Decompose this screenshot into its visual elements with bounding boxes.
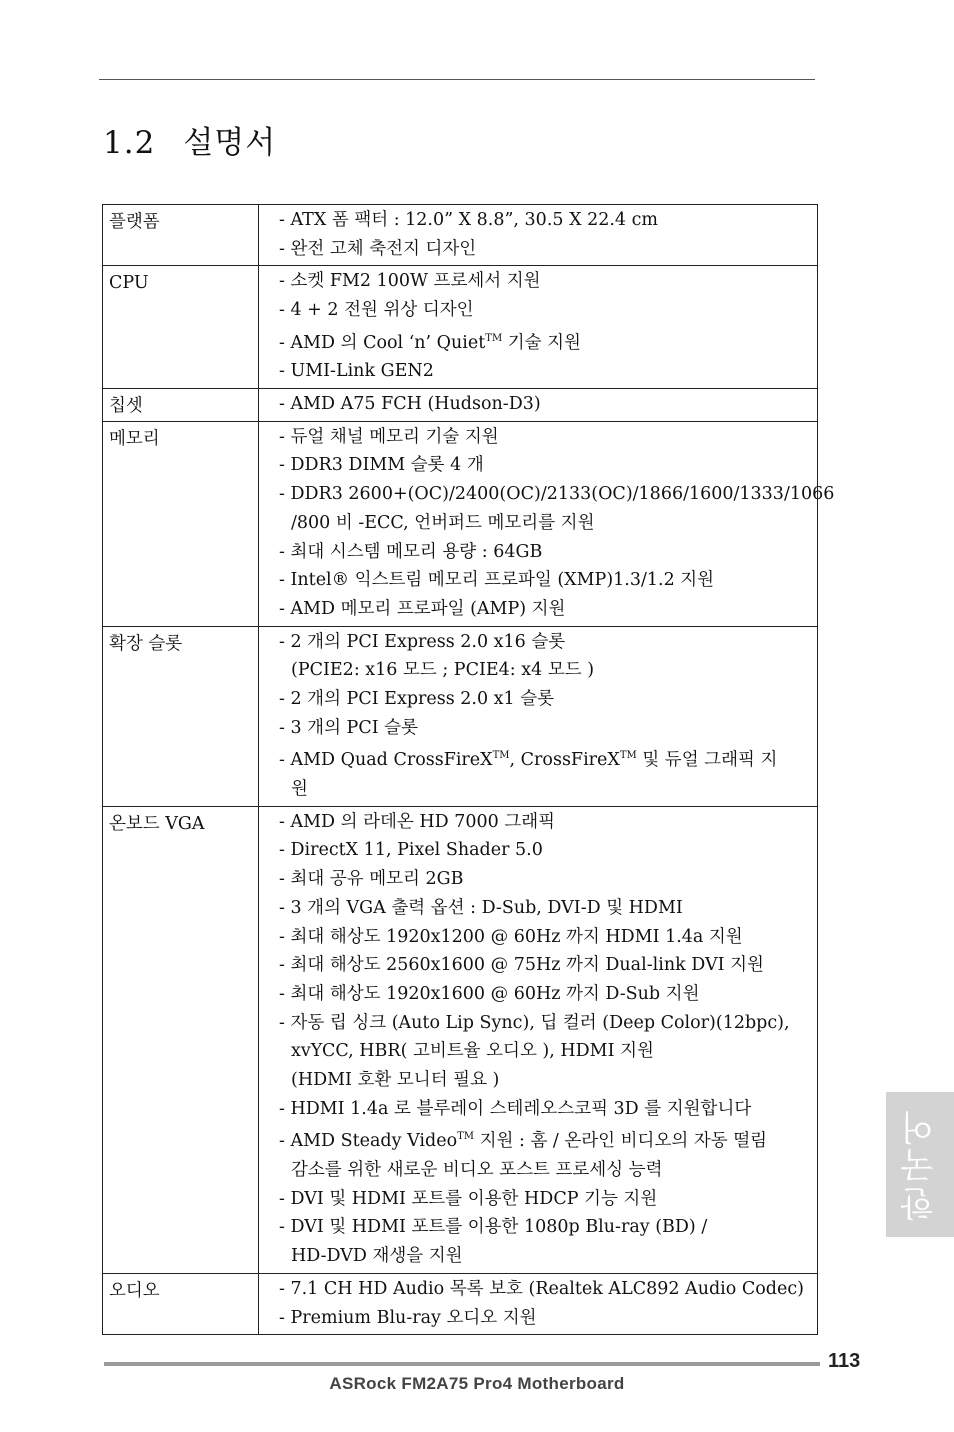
spec-line: /800 비 -ECC, 언버퍼드 메모리를 지원 [291, 512, 595, 533]
spec-line: - AMD 의 라데온 HD 7000 그래픽 [279, 811, 556, 832]
spec-line: - HDMI 1.4a 로 블루레이 스테레오스코픽 3D 를 지원합니다 [279, 1098, 752, 1119]
spec-line: HD-DVD 재생을 지원 [291, 1246, 463, 1267]
spec-line: - 최대 시스템 메모리 용량 : 64GB [279, 541, 543, 562]
spec-line: - AMD A75 FCH (Hudson-D3) [279, 394, 541, 415]
spec-details [259, 205, 818, 266]
spec-category: 오디오 [103, 1273, 259, 1334]
spec-details [259, 266, 818, 389]
spec-line: 감소를 위한 새로운 비디오 포스트 프로세싱 능력 [291, 1159, 663, 1180]
language-side-tab [886, 1092, 954, 1237]
section-title [103, 125, 277, 161]
spec-table-body [103, 205, 835, 1335]
spec-category: 메모리 [103, 421, 259, 626]
spec-line: - 7.1 CH HD Audio 목록 보호 (Realtek ALC892 Audio Codec) [279, 1278, 804, 1299]
spec-details [259, 421, 835, 626]
spec-row [103, 389, 818, 422]
spec-category: 칩셋 [103, 389, 259, 422]
spec-category: CPU [103, 266, 259, 389]
top-rule [99, 79, 815, 80]
spec-table [102, 204, 835, 1335]
trademark-mark: TM [619, 750, 637, 762]
footer-product-name: ASRock FM2A75 Pro4 Motherboard [329, 1374, 625, 1393]
language-tab-label: 한국어 [900, 1107, 941, 1222]
trademark-mark: TM [492, 750, 510, 762]
spec-line: - DDR3 DIMM 슬롯 4 개 [279, 455, 484, 476]
spec-line: 원 [291, 779, 308, 800]
spec-row [103, 806, 818, 1273]
spec-row [103, 1273, 818, 1334]
spec-category: 확장 슬롯 [103, 626, 259, 806]
spec-line: - Premium Blu-ray 오디오 지원 [279, 1307, 537, 1328]
spec-line: - DirectX 11, Pixel Shader 5.0 [279, 840, 543, 861]
spec-line: (PCIE2: x16 모드 ; PCIE4: x4 모드 ) [291, 660, 595, 681]
section-number: 1.2 [103, 125, 156, 161]
spec-row [103, 421, 818, 626]
spec-category: 온보드 VGA [103, 806, 259, 1273]
spec-line: (HDMI 호환 모니터 필요 ) [291, 1070, 500, 1091]
spec-category: 플랫폼 [103, 205, 259, 266]
spec-line: - AMD Steady Video™ 지원 : 홈 / 온라인 비디오의 자동 떨림 [279, 1131, 768, 1152]
spec-details [259, 626, 818, 806]
spec-line: - 소켓 FM2 100W 프로세서 지원 [279, 271, 541, 292]
spec-line: - DVI 및 HDMI 포트를 이용한 1080p Blu-ray (BD) / [279, 1217, 708, 1238]
spec-line: - 최대 해상도 2560x1600 @ 75Hz 까지 Dual-link DVI 지원 [279, 955, 764, 976]
trademark-mark: TM [485, 332, 503, 344]
spec-line: - 3 개의 VGA 출력 옵션 : D-Sub, DVI-D 및 HDMI [279, 897, 683, 918]
spec-line: - DDR3 2600+(OC)/2400(OC)/2133(OC)/1866/1600/1333/1066 [279, 484, 835, 505]
spec-row [103, 205, 818, 266]
spec-line: - 듀얼 채널 메모리 기술 지원 [279, 426, 499, 447]
spec-line: - ATX 폼 팩터 : 12.0” X 8.8”, 30.5 X 22.4 cm [279, 210, 659, 230]
section-title-text: 설명서 [183, 125, 277, 161]
spec-line: - 3 개의 PCI 슬롯 [279, 717, 418, 738]
spec-details [259, 1273, 818, 1334]
spec-details [259, 806, 818, 1273]
spec-line: xvYCC, HBR( 고비트율 오디오 ), HDMI 지원 [291, 1041, 654, 1062]
spec-line: - AMD 메모리 프로파일 (AMP) 지원 [279, 598, 566, 619]
footer-rule [104, 1362, 820, 1366]
spec-line: - AMD Quad CrossFireX™, CrossFireX™ 및 듀얼 그래픽 지 [279, 750, 778, 771]
spec-line: - 최대 공유 메모리 2GB [279, 869, 464, 890]
spec-line: - 최대 해상도 1920x1200 @ 60Hz 까지 HDMI 1.4a 지원 [279, 926, 743, 947]
spec-details [259, 389, 818, 422]
spec-line: - 2 개의 PCI Express 2.0 x16 슬롯 [279, 631, 566, 652]
spec-line: - DVI 및 HDMI 포트를 이용한 HDCP 기능 지원 [279, 1188, 658, 1209]
spec-row [103, 626, 818, 806]
page-number: 113 [828, 1350, 861, 1372]
spec-row [103, 266, 818, 389]
spec-line: - UMI-Link GEN2 [279, 361, 434, 382]
spec-line: - 자동 립 싱크 (Auto Lip Sync), 딥 컬러 (Deep Color)(12bpc), [279, 1012, 790, 1033]
spec-line: - AMD 의 Cool ‘n’ Quiet™ 기술 지원 [279, 332, 581, 353]
spec-line: - 완전 고체 축전지 디자인 [279, 238, 477, 259]
trademark-mark: TM [457, 1131, 475, 1143]
spec-line: - 최대 해상도 1920x1600 @ 60Hz 까지 D-Sub 지원 [279, 983, 700, 1004]
spec-line: - Intel® 익스트림 메모리 프로파일 (XMP)1.3/1.2 지원 [279, 570, 715, 591]
spec-line: - 2 개의 PCI Express 2.0 x1 슬롯 [279, 689, 555, 710]
spec-line: - 4 + 2 전원 위상 디자인 [279, 300, 474, 321]
